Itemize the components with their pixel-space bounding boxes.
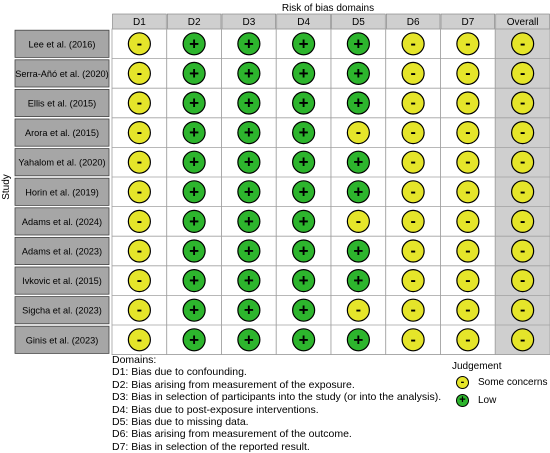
study-label: Ginis et al. (2023) xyxy=(25,335,99,346)
legend-label-some-concerns: Some concerns xyxy=(478,377,548,388)
judgement-symbol: - xyxy=(519,35,526,53)
judgement-symbol: - xyxy=(465,242,471,260)
judgement-symbol: - xyxy=(136,35,143,53)
judgement-symbol: + xyxy=(298,34,309,54)
judgement-symbol: - xyxy=(465,64,471,82)
legend-label-low: Low xyxy=(478,395,497,406)
judgement-symbol: - xyxy=(410,94,416,112)
judgement-symbol: - xyxy=(136,124,143,142)
judgement-symbol: - xyxy=(519,212,526,230)
study-labels xyxy=(15,30,109,353)
judgement-symbol: - xyxy=(410,301,416,319)
judgement-symbol: + xyxy=(189,123,200,143)
study-label: Ivkovic et al. (2015) xyxy=(22,276,102,287)
judgement-symbol: + xyxy=(243,123,254,143)
judgement-symbol: + xyxy=(243,63,254,83)
judgement-symbol: - xyxy=(136,301,143,319)
judgement-symbol: + xyxy=(243,330,254,350)
judgement-symbol: - xyxy=(465,124,471,142)
judgement-symbol: + xyxy=(298,152,309,172)
judgement-symbol: - xyxy=(465,301,471,319)
judgement-symbol: + xyxy=(189,241,200,261)
judgement-symbol: - xyxy=(136,153,143,171)
study-label: Serra-Añó et al. (2020) xyxy=(15,68,109,79)
domain-header-label: Overall xyxy=(506,17,539,28)
domain-legend-line: D1: Bias due to confounding. xyxy=(112,366,247,379)
judgement-symbol: - xyxy=(410,272,416,290)
study-label: Adams et al. (2024) xyxy=(21,216,103,227)
judgement-symbol: - xyxy=(136,64,143,82)
judgement-symbol: - xyxy=(519,153,526,171)
judgement-symbol: + xyxy=(243,152,254,172)
judgement-symbol: + xyxy=(353,34,364,54)
judgement-symbol: + xyxy=(189,211,200,231)
judgement-symbol: + xyxy=(243,300,254,320)
domains-legend xyxy=(112,354,472,453)
judgement-symbol: + xyxy=(189,300,200,320)
judgement-symbol: + xyxy=(189,271,200,291)
judgement-symbol: - xyxy=(410,153,416,171)
judgement-symbol: + xyxy=(189,152,200,172)
judgement-symbol: + xyxy=(243,182,254,202)
judgement-symbol: + xyxy=(298,271,309,291)
judgement-symbol: + xyxy=(189,182,200,202)
judgement-symbol: + xyxy=(298,300,309,320)
judgement-symbol: + xyxy=(353,152,364,172)
judgement-symbol: - xyxy=(465,94,471,112)
judgement-symbol: - xyxy=(465,272,471,290)
study-label: Sigcha et al. (2023) xyxy=(22,305,102,316)
judgement-symbol: - xyxy=(519,272,526,290)
domain-header-label: D3 xyxy=(242,17,256,28)
judgement-symbol: - xyxy=(410,331,416,349)
judgement-symbol: + xyxy=(243,241,254,261)
domain-header-label: D5 xyxy=(351,17,365,28)
judgement-symbol: + xyxy=(298,182,309,202)
domain-header-label: D7 xyxy=(461,17,475,28)
judgement-symbol: + xyxy=(243,93,254,113)
judgement-symbol: - xyxy=(410,212,416,230)
domain-legend-line: D2: Bias arising from measurement of the exposure. xyxy=(112,378,355,391)
judgement-symbol: - xyxy=(410,64,416,82)
judgement-symbol: - xyxy=(355,212,362,230)
judgement-symbol: - xyxy=(519,242,526,260)
judgement-grid xyxy=(112,29,550,355)
judgement-symbol: + xyxy=(189,34,200,54)
domain-header-label: D6 xyxy=(406,17,420,28)
judgement-symbol: + xyxy=(353,271,364,291)
domain-legend-line: D6: Bias arising from measurement of the outcome. xyxy=(112,428,352,441)
study-label: Arora et al. (2015) xyxy=(24,128,100,139)
judgement-symbol: - xyxy=(519,64,526,82)
judgement-symbol: + xyxy=(189,63,200,83)
judgement-symbol: + xyxy=(189,330,200,350)
judgement-symbol: + xyxy=(189,93,200,113)
y-axis-label: Study xyxy=(1,174,12,200)
judgement-symbol: - xyxy=(136,183,143,201)
domain-header-label: D1 xyxy=(132,17,146,28)
low-risk-icon: + xyxy=(456,394,469,407)
study-label: Ellis et al. (2015) xyxy=(27,98,97,109)
judgement-symbol: - xyxy=(355,124,362,142)
judgement-symbol: - xyxy=(519,94,526,112)
judgement-symbol: - xyxy=(519,301,526,319)
judgement-symbol: + xyxy=(353,330,364,350)
domain-legend-line: D4: Bias due to post-exposure interventions. xyxy=(112,403,319,416)
judgement-symbol: - xyxy=(410,183,416,201)
judgement-symbol: - xyxy=(136,94,143,112)
judgement-symbol: - xyxy=(136,212,143,230)
domain-header-row xyxy=(113,14,550,29)
judgement-symbol: + xyxy=(353,63,364,83)
study-label: Adams et al. (2023) xyxy=(21,246,103,257)
judgement-symbol: + xyxy=(243,271,254,291)
chart-title: Risk of bias domains xyxy=(281,3,375,14)
domain-header-label: D4 xyxy=(297,17,311,28)
domains-legend-title: Domains: xyxy=(112,354,157,366)
study-label: Horin et al. (2019) xyxy=(25,187,99,198)
domain-legend-line: D5: Bias due to missing data. xyxy=(112,416,249,429)
judgement-symbol: - xyxy=(519,183,526,201)
judgement-symbol: - xyxy=(465,212,471,230)
judgement-symbol: + xyxy=(243,34,254,54)
study-label: Lee et al. (2016) xyxy=(28,39,96,50)
judgement-symbol: - xyxy=(465,35,471,53)
judgement-legend-title: Judgement xyxy=(452,361,502,372)
judgement-symbol: - xyxy=(136,331,143,349)
judgement-symbol: - xyxy=(136,242,143,260)
judgement-symbol: - xyxy=(410,35,416,53)
some-concerns-icon: - xyxy=(456,376,469,389)
judgement-symbol: - xyxy=(410,124,416,142)
judgement-symbol: + xyxy=(298,123,309,143)
judgement-symbol: - xyxy=(465,153,471,171)
judgement-symbol: + xyxy=(298,93,309,113)
judgement-symbol: + xyxy=(353,241,364,261)
judgement-symbol: + xyxy=(298,330,309,350)
domain-legend-line: D3: Bias in selection of participants into the study (or into the analysis). xyxy=(112,391,442,404)
domain-legend-line: D7: Bias in selection of the reported result. xyxy=(112,440,310,453)
judgement-symbol: - xyxy=(465,331,471,349)
judgement-symbol: + xyxy=(298,211,309,231)
judgement-symbol: - xyxy=(519,124,526,142)
judgement-symbol: + xyxy=(298,241,309,261)
judgement-symbol: + xyxy=(298,63,309,83)
judgement-symbol: + xyxy=(353,93,364,113)
judgement-symbol: - xyxy=(136,272,143,290)
judgement-symbol: - xyxy=(465,183,471,201)
judgement-symbol: - xyxy=(410,242,416,260)
judgement-symbol: - xyxy=(355,301,362,319)
judgement-symbol: + xyxy=(243,211,254,231)
judgement-symbol: - xyxy=(519,331,526,349)
domain-header-label: D2 xyxy=(187,17,201,28)
judgement-symbol: + xyxy=(353,182,364,202)
study-label: Yahalom et al. (2020) xyxy=(18,157,106,168)
